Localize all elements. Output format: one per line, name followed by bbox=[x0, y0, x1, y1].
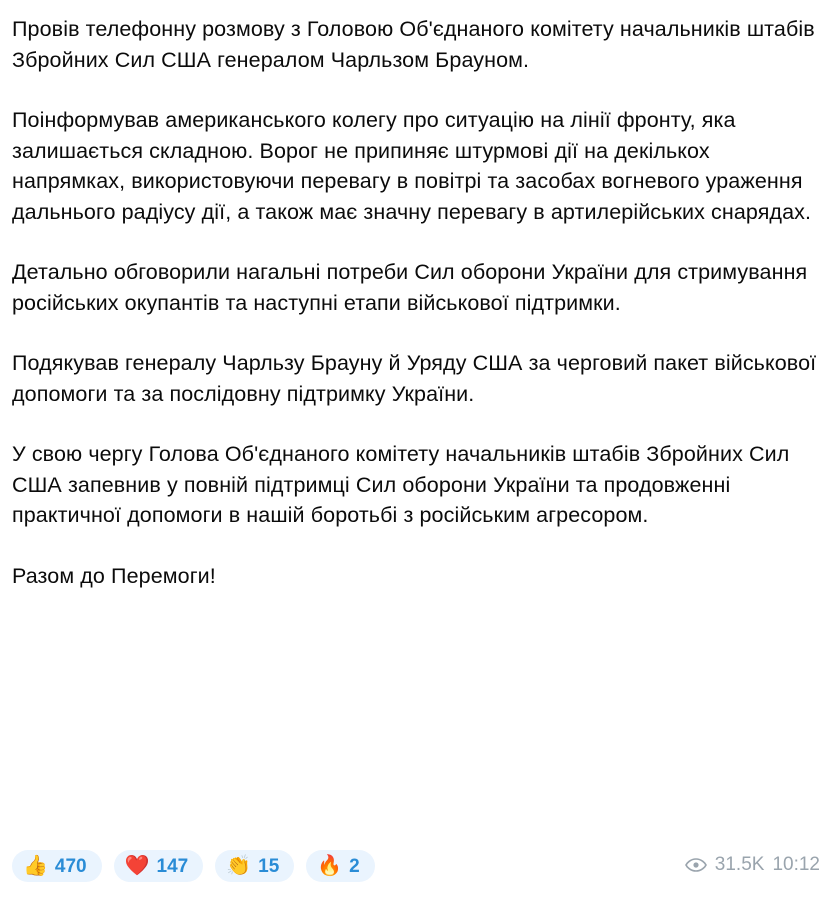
fire-icon: 🔥 bbox=[317, 855, 343, 877]
view-count: 31.5K bbox=[714, 854, 765, 875]
thumbs-up-reaction[interactable] bbox=[12, 850, 102, 882]
clap-icon: 👏 bbox=[226, 855, 252, 877]
fire-reaction[interactable] bbox=[306, 850, 374, 882]
post-paragraph: Провів телефонну розмову з Головою Об'єднаного комітету начальників штабів Збройних Сил США генералом Чарльзом Брауном. bbox=[12, 17, 815, 72]
message-time: 10:12 bbox=[772, 854, 820, 875]
reaction-count: 2 bbox=[349, 855, 360, 877]
post-paragraph: Детально обговорили нагальні потреби Сил оборони України для стримування російських окупантів та наступні етапи військової підтримки. bbox=[12, 260, 808, 315]
heart-reaction[interactable] bbox=[114, 850, 204, 882]
post-paragraph: Поінформував американського колегу про ситуацію на лінії фронту, яка залишається складною. Ворог не припиняє штурмові дії на декількох напрямках, використовуючи перевагу в повітрі та засобах вогневого ураження дальнього радіусу дії, а також має значну перевагу в артилерійських снарядах. bbox=[12, 108, 812, 224]
reaction-count: 15 bbox=[258, 855, 280, 877]
reaction-bar bbox=[12, 850, 375, 882]
eye-icon bbox=[685, 858, 707, 872]
clap-reaction[interactable] bbox=[215, 850, 294, 882]
post-paragraph: У свою чергу Голова Об'єднаного комітету начальників штабів Збройних Сил США запевнив у повній підтримці Сил оборони України та продовженні практичної допомоги в нашій боротьбі з російським агресором. bbox=[12, 442, 790, 527]
heart-icon: ❤️ bbox=[124, 855, 150, 877]
post-paragraph: Разом до Перемоги! bbox=[12, 563, 216, 588]
post-paragraph: Подякував генералу Чарльзу Брауну й Уряду США за черговий пакет військової допомоги та за послідовну підтримку України. bbox=[12, 351, 817, 406]
message-meta bbox=[685, 854, 820, 876]
post-text bbox=[12, 14, 822, 591]
thumbs-up-icon: 👍 bbox=[23, 855, 48, 877]
reaction-count: 470 bbox=[54, 855, 87, 877]
reaction-count: 147 bbox=[156, 855, 189, 877]
